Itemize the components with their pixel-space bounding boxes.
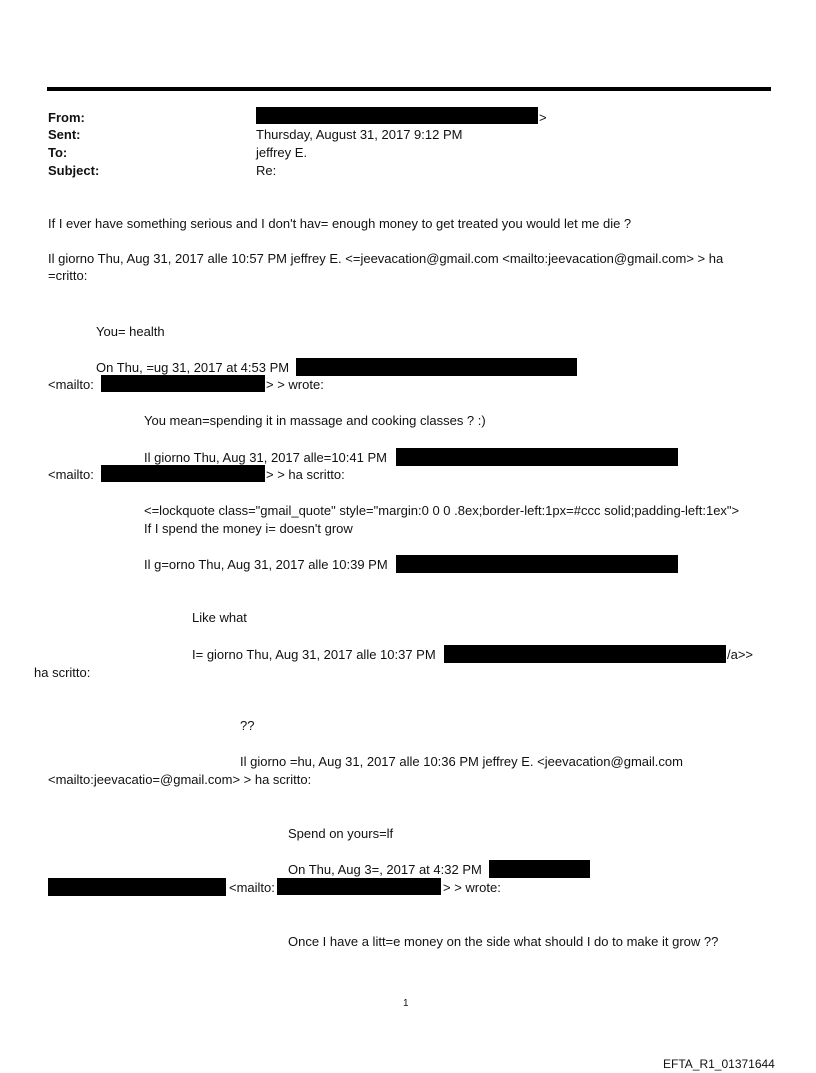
subject-label: Subject:: [48, 163, 100, 178]
redaction: [489, 860, 590, 878]
message-line: If I ever have something serious and I don't hav= enough money to get treated you would let me die ?: [48, 216, 632, 231]
quote-header: Il g=orno Thu, Aug 31, 2017 alle 10:39 PM: [144, 557, 388, 572]
redaction: [277, 878, 441, 895]
quote-header-cont: ha scritto:: [34, 665, 91, 680]
sent-label: Sent:: [48, 127, 81, 142]
quote-header: I= giorno Thu, Aug 31, 2017 alle 10:37 PM: [192, 647, 436, 662]
quote-header: On Thu, =ug 31, 2017 at 4:53 PM: [96, 360, 290, 375]
redaction: [101, 465, 265, 482]
redaction: [396, 555, 678, 573]
sent-value: Thursday, August 31, 2017 9:12 PM: [256, 127, 463, 142]
html-fragment: /a>>: [727, 647, 754, 662]
message-line: If I spend the money i= doesn't grow: [144, 521, 353, 536]
message-line: Spend on yours=lf: [288, 826, 394, 841]
message-line: ??: [240, 718, 255, 733]
html-fragment: <=lockquote class="gmail_quote" style="margin:0 0 0 .8ex;border-left:1px=#ccc solid;padding-left:1ex">: [144, 503, 740, 518]
quote-header: Il giorno =hu, Aug 31, 2017 alle 10:36 PM jeffrey E. <jeevacation@gmail.com: [240, 754, 683, 769]
quote-header: On Thu, Aug 3=, 2017 at 4:32 PM: [288, 862, 482, 877]
redaction: [48, 878, 226, 896]
header-rule: [47, 87, 771, 91]
to-label: To:: [48, 145, 68, 160]
message-line: You mean=spending it in massage and cooking classes ? :): [144, 413, 486, 428]
mailto-prefix: <mailto:: [229, 880, 275, 895]
message-line: Like what: [192, 610, 247, 625]
quote-header-cont: <mailto:jeevacatio=@gmail.com> > ha scritto:: [48, 772, 312, 787]
quote-header: Il giorno Thu, Aug 31, 2017 alle 10:57 PM jeffrey E. <=jeevacation@gmail.com <mailto:jeevacation@gmail.com> > ha: [48, 251, 724, 266]
redaction-from: [256, 107, 538, 124]
quote-header: Il giorno Thu, Aug 31, 2017 alle=10:41 PM: [144, 450, 387, 465]
message-line: Once I have a litt=e money on the side what should I do to make it grow ??: [288, 934, 719, 949]
mailto-prefix: <mailto:: [48, 377, 94, 392]
redaction: [444, 645, 726, 663]
subject-value: Re:: [256, 163, 277, 178]
page-number: 1: [403, 998, 409, 1009]
to-value: jeffrey E.: [256, 145, 308, 160]
mailto-suffix: > > wrote:: [443, 880, 501, 895]
redaction: [101, 375, 265, 392]
mailto-suffix: > > wrote:: [266, 377, 324, 392]
mailto-prefix: <mailto:: [48, 467, 94, 482]
quote-header-cont: =critto:: [48, 268, 88, 283]
message-line: You= health: [96, 324, 165, 339]
from-suffix: >: [539, 110, 547, 125]
redaction: [396, 448, 678, 466]
mailto-suffix: > > ha scritto:: [266, 467, 345, 482]
redaction: [296, 358, 577, 376]
from-label: From:: [48, 110, 85, 125]
document-id: EFTA_R1_01371644: [663, 1057, 775, 1071]
